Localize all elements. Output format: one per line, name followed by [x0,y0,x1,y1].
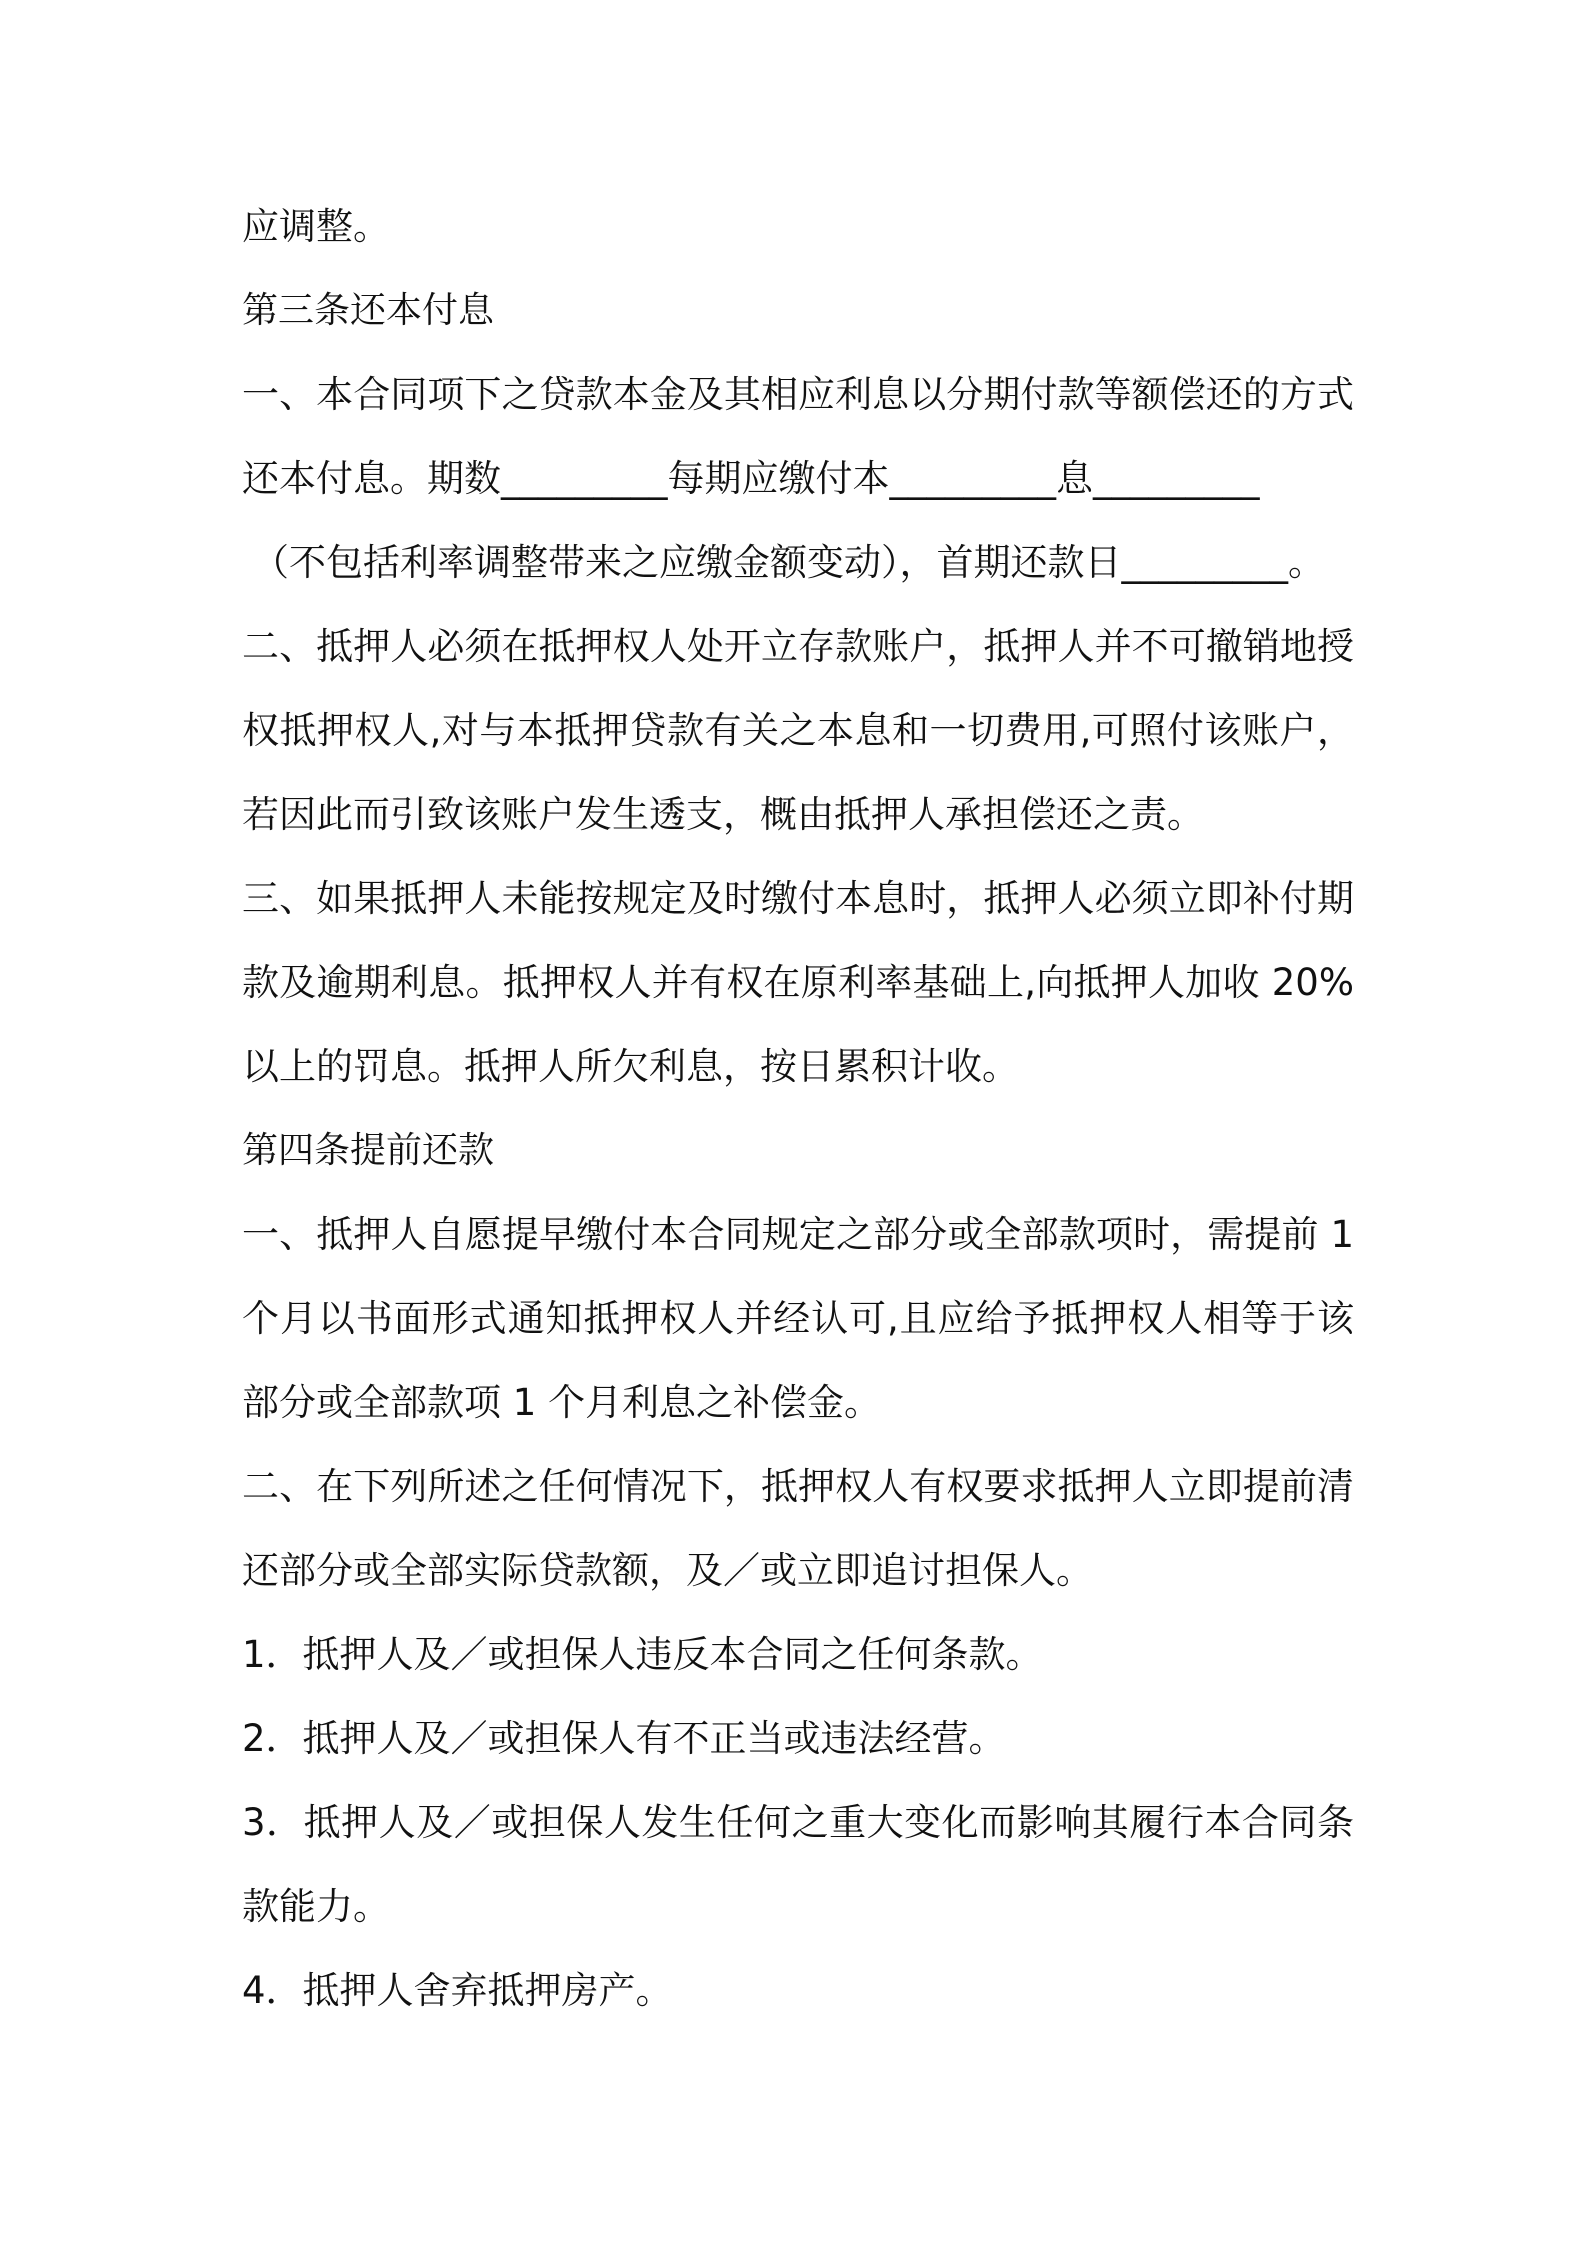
text-line: 部分或全部款项 1 个月利息之补偿金。 [242,1381,882,1424]
text-line: 一、抵押人自愿提早缴付本合同规定之部分或全部款项时，需提前 1 [242,1213,1354,1256]
text-line: 还本付息。期数_________每期应缴付本_________息_________ [242,457,1260,500]
section-heading: 第三条还本付息 [242,290,495,331]
text-line: 款及逾期利息。抵押权人并有权在原利率基础上,向抵押人加收 20% [242,961,1354,1004]
text-line: 二、在下列所述之任何情况下，抵押权人有权要求抵押人立即提前清 [242,1465,1354,1508]
list-item: 1．抵押人及／或担保人违反本合同之任何条款。 [242,1633,1043,1676]
text-line: 款能力。 [242,1885,390,1928]
list-item: 2．抵押人及／或担保人有不正当或违法经营。 [242,1717,1006,1760]
text-line: 个月以书面形式通知抵押权人并经认可,且应给予抵押权人相等于该 [242,1297,1354,1340]
text-line: 一、本合同项下之贷款本金及其相应利息以分期付款等额偿还的方式 [242,373,1354,416]
text-line: （不包括利率调整带来之应缴金额变动），首期还款日_________。 [252,541,1325,584]
list-item: 3．抵押人及／或担保人发生任何之重大变化而影响其履行本合同条 [242,1801,1354,1844]
text-line: 三、如果抵押人未能按规定及时缴付本息时，抵押人必须立即补付期 [242,877,1354,920]
text-line: 若因此而引致该账户发生透支，概由抵押人承担偿还之责。 [242,793,1204,836]
section-heading: 第四条提前还款 [242,1130,495,1171]
text-line: 应调整。 [242,205,390,248]
text-line: 二、抵押人必须在抵押权人处开立存款账户，抵押人并不可撤销地授 [242,625,1354,668]
text-line: 权抵押权人,对与本抵押贷款有关之本息和一切费用,可照付该账户， [242,709,1354,752]
list-item: 4．抵押人舍弃抵押房产。 [242,1969,673,2012]
text-line: 以上的罚息。抵押人所欠利息，按日累积计收。 [242,1045,1019,1088]
text-line: 还部分或全部实际贷款额，及／或立即追讨担保人。 [242,1549,1093,1592]
